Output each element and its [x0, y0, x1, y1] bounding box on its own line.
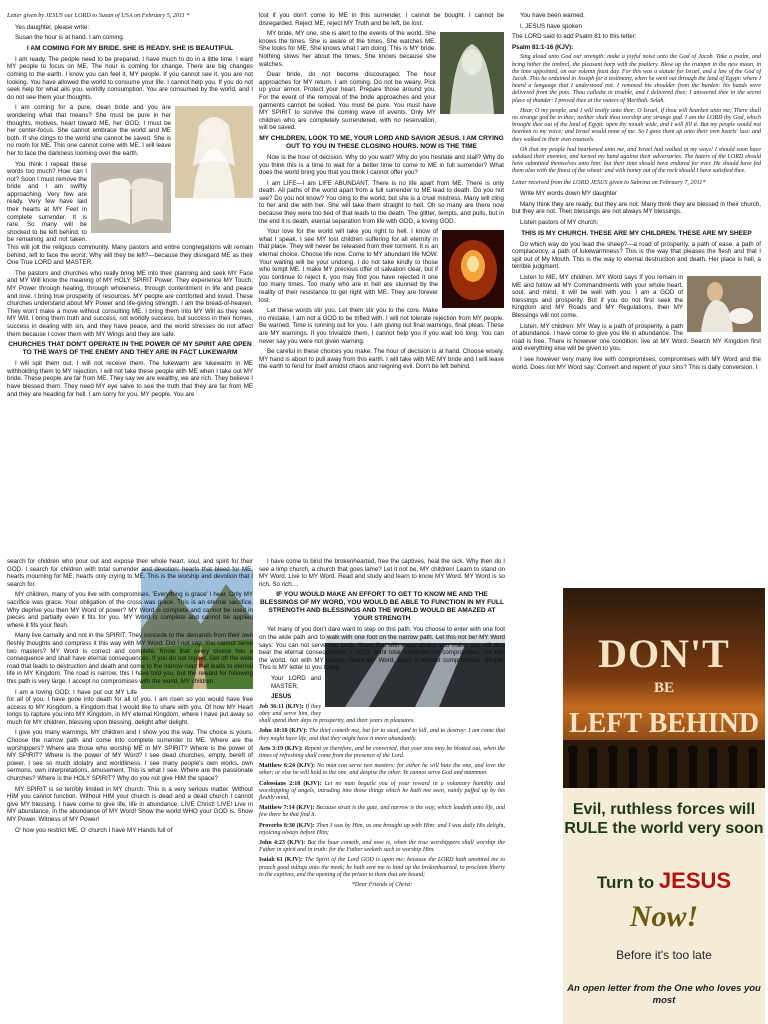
signature: Your LORD and MASTER, [271, 674, 321, 690]
paragraph: Write MY words down MY daughter [520, 190, 617, 198]
shepherd-lamb-image [687, 276, 761, 335]
poster-now: Now! [629, 900, 699, 933]
paragraph: The pastors and churches who really bring ME into their planning and seek MY Face and MY Will know the meaning of MY HOLY SPIRIT Power. They experience MY Touch, MY Power through healing, through wholeness, through contentment in life and peace and love. I bring true prosperity of resources. MY people are comforted and loved. These churches understand about MY Power and life-giving strength. I am the bread-of-heaven. They won't make a move without consulting ME. I bring them into MY Will as they seek MY Will. I bring them truth and success, not worldly success, but success in their homes, success in dealing with sin, and they have peace, and the world stresses do not affect them because I cover them with MY Wings and they are safe. [7, 269, 253, 338]
scripture-verse: Matthew 7:14 (KJV): Because strait is the gate, and narrow is the way, which leadeth unto life, and few there be that find it. [259, 805, 505, 819]
section-heading: MY CHILDREN, LOOK TO ME, YOUR LORD AND SAVIOR JESUS. I AM CRYING OUT TO YOU IN THESE CLOSING HOURS. NOW IS THE TIME [259, 134, 504, 150]
paragraph: I give you many warnings, MY children and I show you the way. The choice is yours. Choose the narrow path and come into complete surrender to ME. Where are the worshippers? Where are those who worship ME in MY SPIRIT? Where is the power of MY SPIRIT? Where is the power of MY Word? I see dead churches, empty, bereft of power. I see so much idolatry and worldliness. I see many people's own works, own sermons, own interpretations, amusement. This is what I see. Where are the passionate churches? Where is the HOLY SPIRIT? Why do you not give HIM the space? [7, 729, 253, 783]
paragraph: Dear bride, do not become discouraged. The hour approaches for MY return. I am coming. Do not be weary. Pick up your armor. Protect your heart. Prepare those around you. For the event of the removal of the bride approaches and your garments cannot be soiled. You must be pure. You must have MY SPIRIT to survive the coming wave of events. Only MY children who are completely surrendered, with no reservation, will be saved. [259, 71, 436, 132]
paragraph: Your love for the world will take you right to hell. I know of what I speak. I see MY lost children suffering for all eternity in that place. They will never be released from their torment. It is an eternal choice. Choose life now. Come to MY abundant life NOW. Your waiting will be your undoing. I do not take kindly to those who tempt ME. I make MY precious offer of salvation clear, but if you continue to reject it, you may find you have rejected it one too many times. Too many who are in hell are stunned by the reality of their resistance to get right with ME. They are forever lost. [259, 228, 438, 304]
poster-lower-panel [563, 788, 765, 1024]
paragraph: I am a loving GOD. I have put out MY Life for all of you. I have gone into death for all of you. I am risen so you would have free access to MY Kingdom, a Kingdom that I would like to share with you. Of how MY Heart longs to rapture you into MY Kingdom, in MY eternal Kingdom, where I have put away so much for MY children, blessing upon blessing, delight after delight. [7, 688, 253, 726]
paragraph: Now is the hour of decision. Why do you wait? Why do you hesitate and stall? Why do you think this is a time to wait for a better time to come to ME in full surrender? What does the world bring you that you think I cannot offer you? [259, 153, 504, 177]
scripture-verse: Colossians 2:18 (KJV): Let no man beguile you of your reward in a voluntary humility and worshipping of angels, intruding into those things which he hath not seen, vainly puffed up by his fleshly mind, [259, 780, 505, 801]
paragraph: I have come to bind the brokenhearted, free the captives, heal the sick. Why then do I see a limp church, a church that goes lame? Let it not be, MY children! Learn to stand on MY Word. Live to MY Word. Read and study and learn to know MY Word. MY Word is so rich. So rich.... [259, 558, 505, 588]
column-5 [259, 558, 505, 1024]
section-heading: THIS IS MY CHURCH. THESE ARE MY CHILDREN. THESE ARE MY SHEEP [521, 229, 752, 237]
paragraph: Listen, MY children: MY Way is a path of prosperity, a path of abundance. I have come to give you life in abundance. The road is free. There is however one condition: live at MY Word. Search MY Kingdom first and everything else will be given to you. [512, 322, 761, 353]
psalm-reference: Psalm 81:1-16 (KJV): [512, 43, 574, 51]
scripture-verse: Proverbs 8:30 (KJV): Then I was by Him, as one brought up with Him: and I was daily His delight, rejoicing always before Him; [259, 822, 505, 836]
bride-image [175, 106, 253, 201]
paragraph: I will spit them out. I will not receive them. The lukewarm are lukewarm in ME withholding them to MY rejection. I will not take these people with ME when I take out MY bride. These people are far from ME. They say we are wealthy, we are rich. They believe I have blessed them. They need MY eye salve to see the truth that they are far from ME and they are heading for hell. I am sorry for you, MY people. You are [7, 360, 253, 398]
scripture-verse: Matthew 6:24 (KJV): No man can serve two masters: for either he will hate the one, and love the other; or else he will hold to the one, and despise the other. Ye cannot serve God and mammon. [259, 763, 505, 777]
paragraph: MY children, many of you live with compromises. 'Everything is grace' I hear. Only MY sacrifice was grace. Your obligation of the cross was grace. This is an eternal sacrifice. Why deprive you then MY Word of power? MY Word is complete and cannot be used in pieces and partially even it fits for you. MY Word is complete and cannot be applied where it fits your flesh. [7, 591, 253, 629]
scripture-text: Oh that my people had hearkened unto me, and Israel had walked in my ways! I should soon have subdued their enemies, and turned my hand against their adversaries. The haters of the LORD should have submitted themselves unto him: but their time should have endured for ever. He should have fed them also with the finest of the wheat: and with honey out of the rock should I have satisfied thee. [512, 146, 761, 175]
dont-be-left-behind-poster [563, 588, 765, 1024]
section-heading: IF YOU WOULD MAKE AN EFFORT TO GET TO KNOW ME AND THE BLESSINGS OF MY WORD, YOU WOULD BE ABLE TO FUNCTION IN MY FULL STRENGTH AND BLESSINGS AND THE WORLD WOULD BE AMAZED AT YOUR STRENGTH [260, 591, 504, 623]
column-2 [259, 12, 504, 546]
paragraph: Many think they are ready, but they are not. Many think they are blessed in their church, but they are not. Their blessings are not always MY blessings. [512, 200, 761, 216]
open-bible-image [91, 163, 171, 236]
poster-be: BE [653, 680, 674, 696]
section-heading: CHURCHES THAT DON'T OPERATE IN THE POWER OF MY SPIRIT ARE OPEN TO THE WAYS OF THE ENEMY AND THEY ARE IN FACT LUKEWARM [8, 341, 252, 357]
poster-too-late: Before it's too late [616, 948, 712, 962]
paragraph: MY SPIRIT is so terribly limited in MY church. This is a very serious matter. Without HIM you cannot function. Without HIM your church is dead and a dead church I cannot give MY blessing. I have come to give life, life in abundance. LIVE Christ! LIVE! Live in MY abundance, in the abundance of MY Word! Show the world WHO your GOD is. Show MY Power. Witness of MY Power! [7, 785, 253, 823]
scripture-verse: Acts 3:19 (KJV): Repent ye therefore, and be converted, that your sins may be blotted out, when the times of refreshing shall come from the presence of the Lord. [259, 745, 505, 759]
scripture-verse: John 4:23 (KJV): But the hour cometh, and now is, when the true worshippers shall worship the Father in spirit and in truth: for the Father seeketh such to worship Him. [259, 839, 505, 854]
page-separator [0, 548, 768, 556]
hell-fire-image [442, 230, 504, 311]
paragraph: I, JESUS have spoken [520, 22, 582, 30]
paragraph: I am coming for a pure, clean bride and you are wondering what that means? She must be pure in her thoughts, motives, heart toward ME, her GOD. I must be her center-focus. She cannot embrace the world and ME both. If she clings to the world she cannot be saved. She is no room for ME. This one cannot come with ME. I will leave her to face the darkness looming over the earth. [7, 104, 171, 157]
column-3 [512, 12, 761, 546]
paragraph: Let these words stir you. Let them stir you to the core. Make no mistake, I am not a GOD to be trifled with. I will not tolerate rejection from MY people. Be warned. Time is running out for you. I am giving out final warnings, final pleas. These are MY warnings. If you trivialize them, I cannot help you if you wait too long. You can never say you were not given warning. [259, 307, 504, 345]
paragraph: Yet many of you don't dare want to step on this path. You choose to enter with one foot on the wide path and to walk with one foot on the narrow path. Let this not be! MY Word says: You can not serve two lords. Know that with every choice you make, you will also bear the eternal consequences. I, GOD, want total surrender, no compromises, not with the world, not with MY people. Read MY Word, apply it without compromises. Simple. This is MY letter to you today. [259, 626, 505, 672]
paragraph: O' how you restrict ME. O' church I have MY Hands full of [15, 826, 173, 834]
scripture-text: Hear, O my people, and I will testify unto thee: O Israel, if thou wilt hearken unto me; There shall no strange god be in thee; neither shalt thou worship any strange god. I am the LORD thy God, which brought thee out of the land of Egypt: open thy mouth wide, and I will fill it. But my people would not hearken to my voice; and Israel would none of me. So I gave them up unto their own hearts' lust: and they walked in their own counsels. [512, 107, 761, 143]
poster-warning: Evil, ruthless forces will RULE the world very soon [564, 801, 764, 837]
paragraph: You have been warned. [520, 12, 585, 19]
paragraph: lost if you don't come to ME in this surrender. I cannot be bought. I cannot be disregarded. Reject ME, reject MY Truth and be left, be lost. [259, 12, 504, 27]
soldiers-silhouette [563, 740, 765, 790]
paragraph: Do which way do you lead the sheep?—a road of prosperity, a path of ease, a path of complacency, a path of lukewarmness? This is the way that pleases the flesh and that I spit out of My Mouth. This is the way to eternal destruction and death. Her place is hell, a terrible judgment. [512, 240, 761, 271]
column-4 [7, 558, 253, 1024]
footer-note: *Dear Friends of Christ: [351, 881, 413, 888]
poster-dont: DON'T [598, 631, 730, 676]
paragraph: The LORD said to add Psalm 81 to this letter: [512, 33, 637, 41]
paragraph: I am LIFE—I am LIFE ABUNDANT. There is no life apart from ME. There is only death. All paths of the world apart from a full surrender to ME lead to death. Do you not see? Do you not know? You cling to the world, but she is a cruel mistress. Many will cling to her and die with her. She will take them straight to hell. Oh so many are there now because they were too tied of that leads to the death. The glitter, tempts, and pulls, but in the end it is death, eternal separation from life with GOD, a loving GOD. [259, 179, 504, 225]
bride-veil-image [440, 32, 504, 117]
scripture-verse: Isaiah 61 (KJV): The Spirit of the Lord GOD is upon me; because the LORD hath anointed me to preach good tidings unto the meek; he hath sent me to bind up the brokenhearted, to proclaim liberty to the captives, and the opening of the prison to them that are bound; [259, 857, 505, 878]
paragraph: Susan the hour is at hand. I am coming. [15, 34, 125, 42]
paragraph: MY bride, MY one, she is alert to the events of the world. She knows the times. She is aware of the times. She watches ME. She looks for ME. She knows what I am doing. This is MY bride. Nothing slows her about the times. She knows because she watches. [259, 30, 436, 68]
poster-open-letter: An open letter from the One who loves you most [567, 983, 761, 1006]
letter-header: Letter given by JESUS our LORD to Susan of USA on February 5, 2011 * [7, 12, 190, 19]
signature: JESUS [271, 693, 292, 701]
paragraph: Listen pastors of MY church: [520, 219, 599, 226]
paragraph: Many live carnally and not in the SPIRIT. They concede to the demands from their own fleshly thoughts and compress it this way with MY Word. Did I not say: You cannot serve two masters? MY Word is correct and complete. Know that every choice has a consequence and shall have eternal consequences. If you do not repent. Get off the wide road that leads to destruction and death and come to the narrow road that leads to eternal life in MY Kingdom. The road is narrow, this I have told you, but the reward for following this path is very large. I accept no compromises with the world, MY children. [7, 632, 253, 685]
paragraph: Listen to ME, MY children. MY Word says If you remain in ME and follow all MY Commandments with your whole heart, soul, and mind, it will be well with you. I am a GOD of blessings and prosperity. But if you do not first seek the Kingdom and MY Roads and MY Regulations, then MY Blessings will not come. [512, 273, 683, 319]
paragraph: search for children who pour out and expose their whole heart, soul, and spirit for their GOD. I search for children with total surrender and devotion: hearts that bleed for ME; hearts mourning for ME; hearts only crying to ME. This is the worship and devotion that I search for. [7, 558, 253, 588]
letter-header: Letter received from the LORD JESUS given to Sabrina on February 7, 2011* [512, 178, 706, 186]
poster-turn-to-jesus: Turn to JESUS [596, 868, 732, 893]
greeting: Yes daughter, please write: [15, 23, 90, 31]
scripture-text: Sing aloud unto God our strength: make a joyful noise unto the God of Jacob. Take a psalm, and bring hither the timbrel, the pleasant harp with the psaltery. Blow up the trumpet in the new moon, in the time appointed, on our solemn feast day. For this was a statute for Israel, and a law of the God of Jacob. This he ordained in Joseph for a testimony, when he went out through the land of Egypt: where I heard a language that I understood not. I removed his shoulder from the burden: his hands were delivered from the pots. Thou calledst in trouble, and I delivered thee; I answered thee in the secret place of thunder: I proved thee at the waters of Meribah. Selah. [512, 54, 761, 104]
scripture-verse: Job 36:11 (KJV): If they obey and serve him, they shall spend their days in prosperity, and their years in pleasures. [259, 703, 415, 725]
column-1 [7, 12, 253, 546]
paragraph: I see however very many live with compromises, compromises with MY Word and the world. Does not MY Word say: Convert and repent of your sins? This is daily conversion. I [512, 355, 761, 371]
paragraph: You think I repeat these words too much? How can I not? Soon I must remove the bride and I am swiftly approaching. Very few are ready. Very few have laid their hearts at MY Feet in complete surrender. It is rare. So many will be shocked to be left behind, to be remaining and not taken. This will jolt the religious community. Many pastors and entire congregations will remain behind, left to face the worst. Why will they be left?—because they disregard ME as their One True LORD and MASTER. [7, 160, 253, 267]
section-heading: I AM COMING FOR MY BRIDE. SHE IS READY. SHE IS BEAUTIFUL [26, 44, 234, 52]
scripture-verse: John 10:10 (KJV): The thief cometh not, but for to steal, and to kill, and to destroy: I am come that they might have life, and that they might have it more abundantly. [259, 728, 505, 742]
paragraph: Be careful in these choices you make. The hour of decision is at hand. Choose wisely. MY hand is about to pull away from this earth. I will take with ME MY bride and I will leave the earth to fend for itself amidst chaos and reigning evil. Don't be left behind. [259, 348, 504, 371]
poster-left-behind: LEFT BEHIND [568, 708, 760, 739]
paragraph: I am ready. The people need to be prepared. I have much to do in a little time. I want MY people to focus on ME. The hour is coming for change. There are big changes coming to the earth. I know you can feel it, MY people. If you cannot see it, you are not looking. You have allowed the world to consume your life. I cannot help you. If you do not seek help for what ails you, worldly consumption. You are consumed by the world, and I do not see them your thoughts. [7, 55, 253, 101]
